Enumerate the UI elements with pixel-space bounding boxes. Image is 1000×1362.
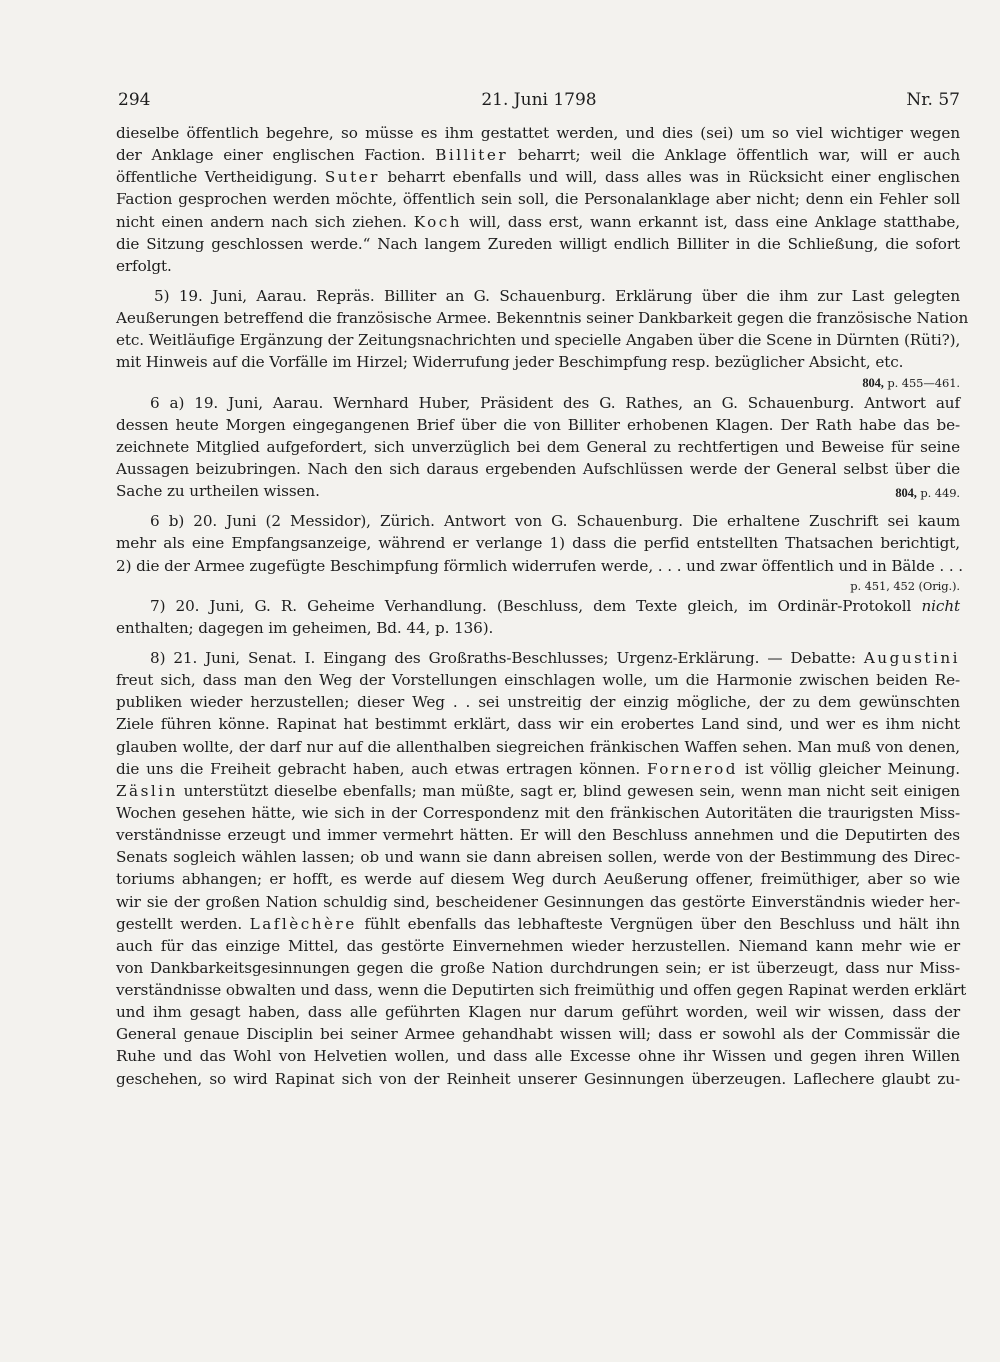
running-header: [118, 90, 960, 116]
speaker-name: Koch: [413, 212, 463, 231]
speaker-name: Suter: [324, 168, 380, 187]
page-number: 294: [118, 90, 151, 110]
text-line: öffentliche Vertheidigung. Suter beharrt ebenfalls und will, dass alles was in Rücksicht einer englischen: [116, 168, 960, 187]
text-line: die uns die Freiheit gebracht haben, auch etwas ertragen können. Fornerod ist völlig gleicher Meinung.: [116, 759, 961, 778]
text-line: verständnisse obwalten und dass, wenn die Deputirten sich freimüthig und offen gegen Rapinat werden erklärt: [116, 981, 967, 1000]
speaker-name: Augustini: [863, 648, 960, 667]
text-line: publiken wieder herzustellen; dieser Weg . . sei unstreitig der einzig mögliche, der zu dem gewünschten: [116, 693, 960, 712]
source-reference: 804, p. 455—461.: [862, 375, 960, 390]
text-line: glauben wollte, der darf nur auf die allenthalben siegreichen fränkischen Waffen sehen. Man muß von denen,: [116, 737, 960, 756]
text-line: von Dankbarkeitsgesinnungen gegen die große Nation durchdrungen sein; er ist überzeugt, dass nur Miss-: [116, 958, 960, 977]
text-line: freut sich, dass man den Weg der Vorstellungen einschlagen wolle, um die Harmonie zwischen beiden Re-: [116, 671, 960, 690]
speaker-name: Laflèchère: [249, 914, 357, 933]
text-line: zeichnete Mitglied aufgefordert, sich unverzüglich bei dem General zu rechtfertigen und Beweise für seine: [116, 437, 960, 456]
text-line: gestellt werden. Laflèchère fühlt ebenfalls das lebhafteste Vergnügen über den Beschluss und hält ihn: [116, 914, 960, 933]
text-line: Ziele führen könne. Rapinat hat bestimmt erklärt, dass wir ein erobertes Land sind, und wer es ihm nicht: [116, 715, 960, 734]
text-line: mit Hinweis auf die Vorfälle im Hirzel; Widerrufung jeder Beschimpfung resp. bezüglicher Absicht, etc.: [116, 353, 904, 372]
speaker-name: Billiter: [435, 146, 509, 165]
text-line: die Sitzung geschlossen werde.“ Nach langem Zureden willigt endlich Billiter in die Schließung, die sofort: [116, 234, 960, 253]
header-date: 21. Juni 1798: [481, 90, 597, 110]
text-line: Aeußerungen betreffend die französische Armee. Bekenntnis seiner Dankbarkeit gegen die französische Nation: [116, 309, 969, 328]
text-line: Faction gesprochen werden möchte, öffentlich sein soll, die Personalanklage aber nicht; denn ein Fehler soll: [116, 190, 960, 209]
entry-8-line: 8) 21. Juni, Senat. I. Eingang des Großraths-Beschlusses; Urgenz-Erklärung. — Debatte: Augustini: [150, 648, 960, 667]
text-line: dieselbe öffentlich begehre, so müsse es ihm gestattet werden, und dies (sei) um so viel wichtiger wegen: [116, 124, 960, 142]
entry-6a-line: 6 a) 19. Juni, Aarau. Wernhard Huber, Präsident des G. Rathes, an G. Schauenburg. Antwort auf: [150, 393, 960, 412]
text-line: General genaue Disciplin bei seiner Armee gehandhabt wissen will; dass er sowohl als der Commissär die: [116, 1025, 960, 1044]
document-number: Nr. 57: [906, 90, 960, 110]
text-line: verständnisse erzeugt und immer vermehrt hätten. Er will den Beschluss annehmen und die Deputirten des: [116, 826, 960, 845]
source-reference: 804, p. 449.: [895, 486, 960, 501]
speaker-name: Fornerod: [647, 759, 739, 778]
emphasis: nicht: [921, 596, 961, 615]
text-line: geschehen, so wird Rapinat sich von der Reinheit unserer Gesinnungen überzeugen. Laflechere glaubt zu-: [116, 1069, 960, 1088]
source-reference: p. 451, 452 (Orig.).: [850, 578, 960, 593]
speaker-name: Zäslin: [116, 781, 178, 800]
entry-6b-line: 6 b) 20. Juni (2 Messidor), Zürich. Antwort von G. Schauenburg. Die erhaltene Zuschrift sei kaum: [150, 512, 960, 531]
text-line: erfolgt.: [116, 256, 172, 275]
text-line: Sache zu urtheilen wissen. 804, p. 449.: [116, 482, 960, 501]
text-line: toriums abhangen; er hofft, es werde auf diesem Weg durch Aeußerung offener, freimüthiger, aber so wie: [116, 870, 960, 889]
page-body: [116, 122, 969, 1090]
entry-5-line: 5) 19. Juni, Aarau. Repräs. Billiter an G. Schauenburg. Erklärung über die ihm zur Last gelegten: [154, 286, 960, 305]
text-line: etc. Weitläufige Ergänzung der Zeitungsnachrichten und specielle Angaben über die Scene in Dürnten (Rüti?),: [116, 331, 961, 350]
text-line: nicht einen andern nach sich ziehen. Koch will, dass erst, wann erkannt ist, dass eine Anklage statthabe,: [116, 212, 961, 231]
text-line: Aussagen beizubringen. Nach den sich daraus ergebenden Aufschlüssen werde der General selbst über die: [116, 459, 960, 478]
text-line: Wochen gesehen hätte, wie sich in der Correspondenz mit den fränkischen Autoritäten die traurigsten Miss-: [116, 803, 960, 822]
text-line: enthalten; dagegen im geheimen, Bd. 44, p. 136).: [116, 618, 494, 637]
text-line: mehr als eine Empfangsanzeige, während er verlange 1) dass die perfid entstellten Thatsachen berichtigt,: [116, 534, 960, 553]
text-line: Zäslin unterstützt dieselbe ebenfalls; man müßte, sagt er, blind gewesen sein, wenn man nicht seit einigen: [116, 781, 960, 800]
text-line: 2) die der Armee zugefügte Beschimpfung förmlich widerrufen werde, . . . und zwar öffentlich und in Bälde . . .: [116, 556, 964, 575]
text-line: Ruhe und das Wohl von Helvetien wollen, und dass alle Excesse ohne ihr Wissen und gegen ihren Willen: [116, 1047, 960, 1066]
entry-7-line: 7) 20. Juni, G. R. Geheime Verhandlung. (Beschluss, dem Texte gleich, im Ordinär-Protokoll nicht: [150, 596, 961, 615]
text-line: wir sie der großen Nation schuldig sind, bescheidener Gesinnungen das gestörte Einverständnis wieder her-: [116, 892, 960, 911]
text-line: und ihm gesagt haben, dass alle geführten Klagen nur darum geführt worden, weil wir wissen, dass der: [116, 1003, 960, 1022]
text-line: dessen heute Morgen eingegangenen Brief über die von Billiter erhobenen Klagen. Der Rath habe das be-: [116, 415, 960, 434]
text-line: Senats sogleich wählen lassen; ob und wann sie dann abreisen sollen, werde von der Bestimmung des Direc-: [116, 848, 960, 867]
text-line: auch für das einzige Mittel, das gestörte Einvernehmen wieder herzustellen. Niemand kann mehr wie er: [116, 936, 960, 955]
text-line: der Anklage einer englischen Faction. Billiter beharrt; weil die Anklage öffentlich war, will er auch: [116, 146, 961, 165]
